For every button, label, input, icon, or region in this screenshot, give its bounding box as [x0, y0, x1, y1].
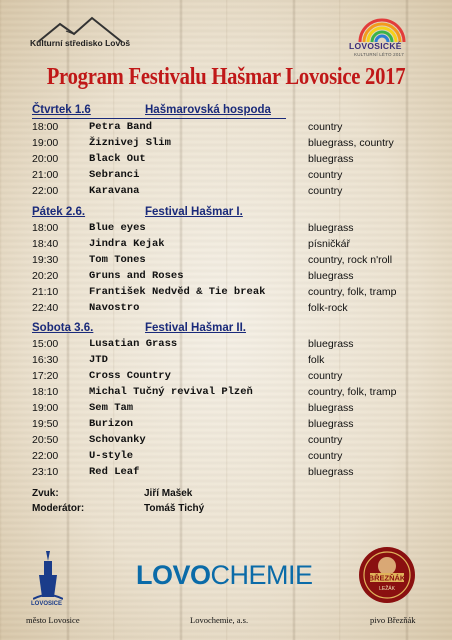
time: 18:10: [32, 386, 59, 398]
schedule-row: [32, 286, 432, 302]
time: 22:40: [32, 302, 59, 314]
genre: country: [308, 169, 343, 181]
time: 19:30: [32, 254, 59, 266]
genre: country: [308, 450, 343, 462]
credit-value: Tomáš Tichý: [144, 503, 205, 514]
section-heading-saturday: [32, 322, 292, 338]
schedule-row: [32, 466, 432, 482]
schedule-row: [32, 450, 432, 466]
lovosicke-logo-text: LOVOSICKÉ: [349, 41, 402, 51]
breznak-beer-logo-icon: [358, 546, 416, 604]
lovochemie-label: Lovochemie, a.s.: [190, 615, 249, 625]
schedule-row: [32, 402, 432, 418]
band-name: Black Out: [89, 153, 146, 165]
lovosice-town-logo-icon: [33, 549, 63, 607]
lovochemie-logo-text-a: LOVO: [136, 560, 211, 590]
schedule-row: [32, 169, 432, 185]
genre: country: [308, 185, 343, 197]
time: 21:00: [32, 169, 59, 181]
genre: bluegrass: [308, 153, 354, 165]
band-name: Navostro: [89, 302, 140, 314]
schedule-row: [32, 386, 432, 402]
kulturni-leto-logo-text: KULTURNÍ LÉTO 2017: [354, 52, 404, 57]
section-day: Pátek 2.6.: [32, 206, 86, 218]
band-name: U-style: [89, 450, 134, 462]
schedule-row: [32, 137, 432, 153]
time: 23:10: [32, 466, 59, 478]
schedule-row: [32, 370, 432, 386]
kulturni-stredisko-name: Kulturní středisko Lovoš: [30, 38, 131, 48]
time: 20:20: [32, 270, 59, 282]
genre: folk: [308, 354, 325, 366]
schedule-row: [32, 254, 432, 270]
time: 18:40: [32, 238, 59, 250]
time: 22:00: [32, 185, 59, 197]
time: 20:50: [32, 434, 59, 446]
town-label: město Lovosice: [26, 615, 80, 625]
page-title: Program Festivalu Hašmar Lovosice 2017: [46, 64, 406, 90]
band-name: Žiznivej Slim: [89, 137, 171, 149]
section-heading-thursday: [32, 104, 292, 120]
band-name: Sebranci: [89, 169, 140, 181]
breznak-label: pivo Březňák: [370, 615, 416, 625]
section-heading-friday: [32, 206, 292, 222]
genre: bluegrass, country: [308, 137, 394, 149]
time: 20:00: [32, 153, 59, 165]
band-name: Tom Tones: [89, 254, 146, 266]
schedule-row: [32, 270, 432, 286]
lovochemie-logo: [136, 560, 313, 591]
band-name: Petra Band: [89, 121, 153, 133]
genre: bluegrass: [308, 466, 354, 478]
schedule-row: [32, 121, 432, 137]
genre: country: [308, 434, 343, 446]
genre: folk-rock: [308, 302, 348, 314]
section-day: Sobota 3.6.: [32, 322, 94, 334]
band-name: Michal Tučný revival Plzeň: [89, 386, 253, 398]
genre: bluegrass: [308, 402, 354, 414]
genre: country, folk, tramp: [308, 286, 397, 298]
time: 21:10: [32, 286, 59, 298]
credit-label: Moderátor:: [32, 503, 85, 514]
time: 17:20: [32, 370, 59, 382]
breznak-logo-sub: LEŽÁK: [379, 586, 395, 592]
schedule-row: [32, 434, 432, 450]
time: 19:00: [32, 137, 59, 149]
band-name: Lusatian Grass: [89, 338, 178, 350]
schedule-row: [32, 238, 432, 254]
band-name: František Nedvěd & Tie break: [89, 286, 266, 298]
band-name: Blue eyes: [89, 222, 146, 234]
band-name: Cross Country: [89, 370, 171, 382]
genre: bluegrass: [308, 222, 354, 234]
time: 15:00: [32, 338, 59, 350]
schedule-row: [32, 302, 432, 318]
section-venue: Festival Hašmar I.: [145, 206, 243, 218]
genre: bluegrass: [308, 270, 354, 282]
kulturni-stredisko-logo-icon: [30, 12, 130, 56]
genre: bluegrass: [308, 338, 354, 350]
band-name: JTD: [89, 354, 108, 366]
band-name: Burizon: [89, 418, 134, 430]
credit-moderator: [32, 503, 332, 517]
genre: country: [308, 370, 343, 382]
schedule-row: [32, 338, 432, 354]
genre: písničkář: [308, 238, 351, 250]
time: 18:00: [32, 222, 59, 234]
band-name: Red Leaf: [89, 466, 140, 478]
band-name: Schovanky: [89, 434, 146, 446]
section-venue: Hašmarovská hospoda: [145, 104, 271, 116]
schedule-row: [32, 153, 432, 169]
time: 16:30: [32, 354, 59, 366]
credit-label: Zvuk:: [32, 488, 59, 499]
time: 22:00: [32, 450, 59, 462]
band-name: Gruns and Roses: [89, 270, 184, 282]
schedule-row: [32, 185, 432, 201]
schedule-row: [32, 354, 432, 370]
time: 19:50: [32, 418, 59, 430]
credit-value: Jiří Mašek: [144, 488, 193, 499]
band-name: Sem Tam: [89, 402, 134, 414]
genre: country, folk, tramp: [308, 386, 397, 398]
section-divider: [32, 118, 286, 119]
lovochemie-logo-text-b: CHEMIE: [210, 560, 313, 590]
genre: country, rock n'roll: [308, 254, 393, 266]
credit-sound: [32, 488, 332, 502]
genre: country: [308, 121, 343, 133]
town-logo-text: LOVOSICE: [31, 601, 63, 607]
section-day: Čtvrtek 1.6: [32, 104, 91, 116]
time: 18:00: [32, 121, 59, 133]
breznak-logo-text: BŘEZŇÁK: [368, 573, 406, 583]
schedule-row: [32, 222, 432, 238]
time: 19:00: [32, 402, 59, 414]
band-name: Karavana: [89, 185, 140, 197]
genre: bluegrass: [308, 418, 354, 430]
section-venue: Festival Hašmar II.: [145, 322, 246, 334]
schedule-row: [32, 418, 432, 434]
band-name: Jindra Kejak: [89, 238, 165, 250]
